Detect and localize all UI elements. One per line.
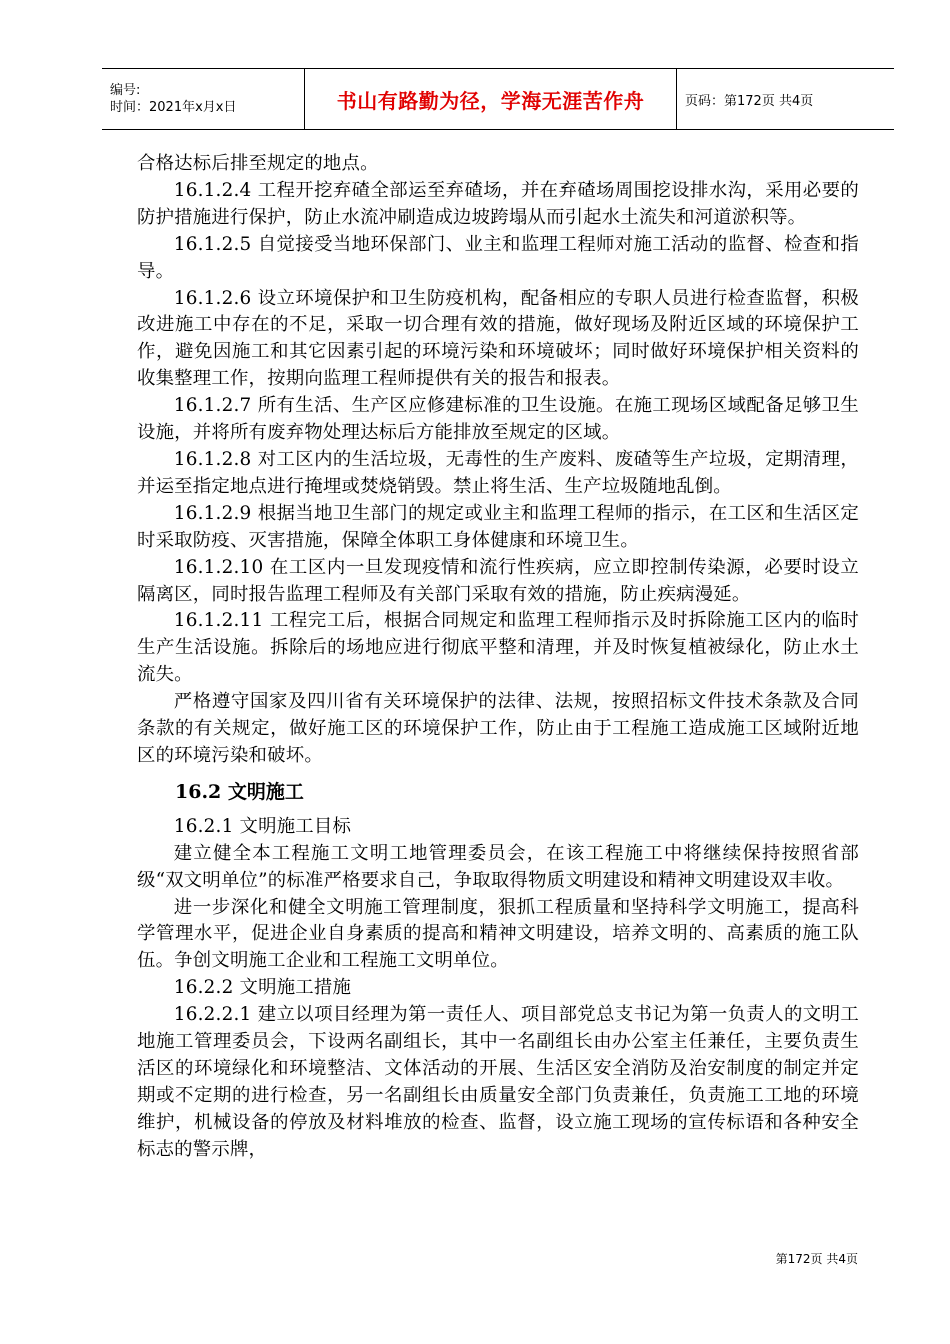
section-heading: 16.2 文明施工 bbox=[175, 780, 304, 803]
paragraph: 建立健全本工程施工文明工地管理委员会，在该工程施工中将继续保持按照省部级“双文明单位”的标准严格要求自己，争取取得物质文明建设和精神文明建设双丰收。 bbox=[137, 842, 859, 891]
document-body bbox=[137, 151, 859, 1164]
header-page bbox=[677, 69, 894, 129]
paragraph: 16.1.2.6 设立环境保护和卫生防疫机构，配备相应的专职人员进行检查监督，积极改进施工中存在的不足，采取一切合理有效的措施，做好现场及附近区域的环境保护工作，避免因施工和其它因素引起的环境污染和环境破坏；同时做好环境保护相关资料的收集整理工作，按期向监理工程师提供有关的报告和报表。 bbox=[137, 287, 859, 390]
paragraph: 16.1.2.10 在工区内一旦发现疫情和流行性疾病，应立即控制传染源，必要时设立隔离区，同时报告监理工程师及有关部门采取有效的措施，防止疾病漫延。 bbox=[137, 556, 859, 605]
header-meta bbox=[102, 69, 305, 129]
header-motto-text: 书山有路勤为径，学海无涯苦作舟 bbox=[336, 88, 645, 113]
header-number-label: 编号: bbox=[110, 83, 141, 98]
paragraph: 进一步深化和健全文明施工管理制度，狠抓工程质量和坚持科学文明施工，提高科学管理水平，促进企业自身素质的提高和精神文明建设，培养文明的、高素质的施工队伍。争创文明施工企业和工程施工文明单位。 bbox=[137, 896, 859, 972]
paragraph: 16.1.2.5 自觉接受当地环保部门、业主和监理工程师对施工活动的监督、检查和指导。 bbox=[137, 233, 859, 282]
footer-page-label: 第172页 共4页 bbox=[775, 1252, 858, 1266]
paragraph: 严格遵守国家及四川省有关环境保护的法律、法规，按照招标文件技术条款及合同条款的有关规定，做好施工区的环境保护工作，防止由于工程施工造成施工区域附近地区的环境污染和破坏。 bbox=[137, 691, 859, 766]
page-header bbox=[102, 68, 894, 130]
paragraph: 16.1.2.9 根据当地卫生部门的规定或业主和监理工程师的指示，在工区和生活区定时采取防疫、灭害措施，保障全体职工身体健康和环境卫生。 bbox=[137, 502, 859, 551]
paragraph: 16.1.2.7 所有生活、生产区应修建标准的卫生设施。在施工现场区域配备足够卫生设施，并将所有废弃物处理达标后方能排放至规定的区域。 bbox=[137, 395, 859, 444]
subsection-title: 16.2.1 文明施工目标 bbox=[173, 815, 352, 837]
paragraph: 16.2.2.1 建立以项目经理为第一责任人、项目部党总支书记为第一负责人的文明工地施工管理委员会，下设两名副组长，其中一名副组长由办公室主任兼任，主要负责生活区的环境绿化和环境整洁、文体活动的开展、生活区安全消防及治安制度的制定并定期或不定期的进行检查，另一名副组长由质量安全部门负责兼任，负责施工工地的环境维护，机械设备的停放及材料堆放的检查、监督，设立施工现场的宣传标语和各种安全标志的警示牌， bbox=[137, 1004, 859, 1160]
header-page-label: 页码：第172页 共4页 bbox=[685, 93, 814, 109]
header-motto bbox=[305, 69, 677, 129]
subsection-title: 16.2.2 文明施工措施 bbox=[173, 977, 352, 999]
page-footer bbox=[776, 1250, 858, 1267]
paragraph: 合格达标后排至规定的地点。 bbox=[137, 153, 379, 174]
paragraph: 16.1.2.11 工程完工后，根据合同规定和监理工程师指示及时拆除施工区内的临时生产生活设施。拆除后的场地应进行彻底平整和清理，并及时恢复植被绿化，防止水土流失。 bbox=[137, 610, 859, 686]
paragraph: 16.1.2.4 工程开挖弃碴全部运至弃碴场，并在弃碴场周围挖设排水沟，采用必要的防护措施进行保护，防止水流冲刷造成边坡跨塌从而引起水土流失和河道淤积等。 bbox=[137, 179, 859, 228]
paragraph: 16.1.2.8 对工区内的生活垃圾，无毒性的生产废料、废碴等生产垃圾，定期清理，并运至指定地点进行掩埋或焚烧销毁。禁止将生活、生产垃圾随地乱倒。 bbox=[137, 448, 859, 497]
header-time-label: 时间：2021年x月x日 bbox=[110, 100, 237, 115]
